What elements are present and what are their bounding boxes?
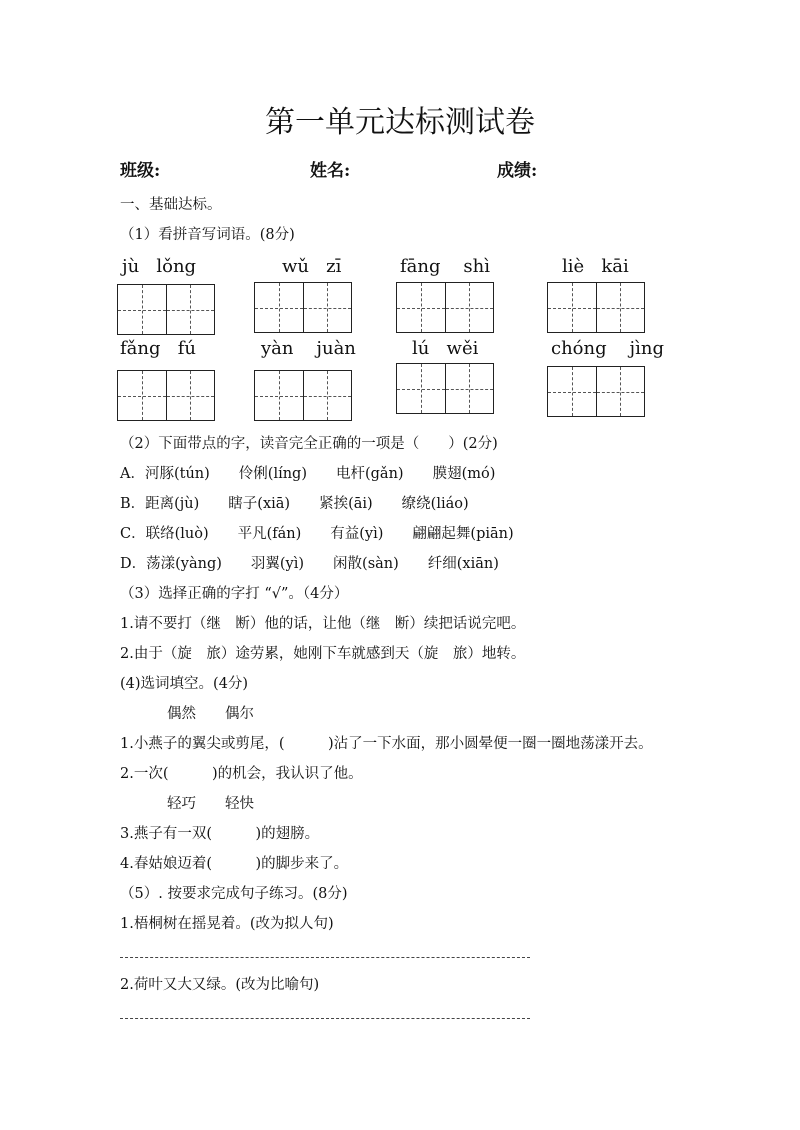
pinyin-pair — [282, 256, 341, 277]
pinyin-pair — [261, 338, 356, 359]
pinyin: lú — [412, 338, 430, 359]
writing-grid[interactable] — [254, 282, 352, 333]
q3-item: 2.由于（旋 旅）途劳累，她刚下车就感到天（旋 旅）地转。 — [120, 646, 526, 662]
pinyin: juàn — [316, 338, 356, 359]
q1-title: （1）看拼音写词语。(8分) — [120, 227, 295, 243]
q5-item: 2.荷叶又大又绿。(改为比喻句) — [120, 977, 320, 993]
pinyin: liè — [562, 256, 585, 277]
pinyin: fú — [177, 338, 196, 359]
name-label: 姓名: — [310, 161, 351, 181]
pinyin: wǔ — [282, 256, 309, 277]
writing-grid[interactable] — [547, 282, 645, 333]
pinyin: jù — [122, 256, 140, 277]
option-d: D．荡漾(yàng) 羽翼(yì) 闲散(sàn) 纤细(xiān) — [120, 556, 499, 572]
writing-grid[interactable] — [254, 370, 352, 421]
pinyin: yàn — [261, 338, 294, 359]
q5-item: 1.梧桐树在摇晃着。(改为拟人句) — [120, 916, 334, 932]
pinyin: kāi — [601, 256, 629, 277]
score-label: 成绩: — [497, 161, 538, 181]
option-c: C．联络(luò) 平凡(fán) 有益(yì) 翩翩起舞(piān) — [120, 526, 514, 542]
pinyin-pair — [122, 256, 196, 277]
pinyin-pair — [400, 256, 490, 277]
writing-grid[interactable] — [547, 366, 645, 417]
pinyin-pair — [120, 338, 196, 359]
word-choices: 偶然 偶尔 — [167, 706, 254, 722]
q2-title: （2）下面带点的字，读音完全正确的一项是（ ）(2分) — [120, 436, 498, 452]
pinyin: shì — [463, 256, 490, 277]
option-a: A．河豚(tún) 伶俐(líng) 电杆(gǎn) 膜翅(mó) — [120, 466, 496, 482]
option-b: B．距离(jù) 瞎子(xiā) 紧挨(āi) 缭绕(liáo) — [120, 496, 469, 512]
q4-item: 1.小燕子的翼尖或剪尾，( )沾了一下水面，那小圆晕便一圈一圈地荡漾开去。 — [120, 736, 653, 752]
pinyin: zī — [326, 256, 342, 277]
q3-item: 1.请不要打（继 断）他的话，让他（继 断）续把话说完吧。 — [120, 616, 526, 632]
writing-grid[interactable] — [396, 363, 494, 414]
pinyin: jìng — [629, 338, 664, 359]
q4-item: 4.春姑娘迈着( )的脚步来了。 — [120, 856, 349, 872]
q3-title: （3）选择正确的字打 “√”。（4分） — [120, 586, 349, 602]
word-choices: 轻巧 轻快 — [167, 796, 254, 812]
pinyin: wěi — [446, 338, 479, 359]
answer-line[interactable] — [120, 957, 530, 958]
q5-title: （5）. 按要求完成句子练习。(8分) — [120, 886, 348, 902]
q4-item: 2.一次( )的机会，我认识了他。 — [120, 766, 363, 782]
writing-grid[interactable] — [117, 284, 215, 335]
pinyin-pair — [562, 256, 629, 277]
pinyin-pair — [412, 338, 478, 359]
pinyin: fāng — [400, 256, 441, 277]
pinyin: chóng — [551, 338, 607, 359]
pinyin: fǎng — [120, 338, 161, 359]
pinyin-pair — [551, 338, 664, 359]
q4-item: 3.燕子有一双( )的翅膀。 — [120, 826, 320, 842]
writing-grid[interactable] — [396, 282, 494, 333]
writing-grid[interactable] — [117, 370, 215, 421]
page-title: 第一单元达标测试卷 — [265, 105, 535, 140]
pinyin: lǒng — [156, 256, 197, 277]
answer-line[interactable] — [120, 1018, 530, 1019]
class-label: 班级: — [120, 161, 161, 181]
q4-title: (4)选词填空。(4分) — [120, 676, 249, 692]
section-title: 一、基础达标。 — [120, 197, 222, 213]
